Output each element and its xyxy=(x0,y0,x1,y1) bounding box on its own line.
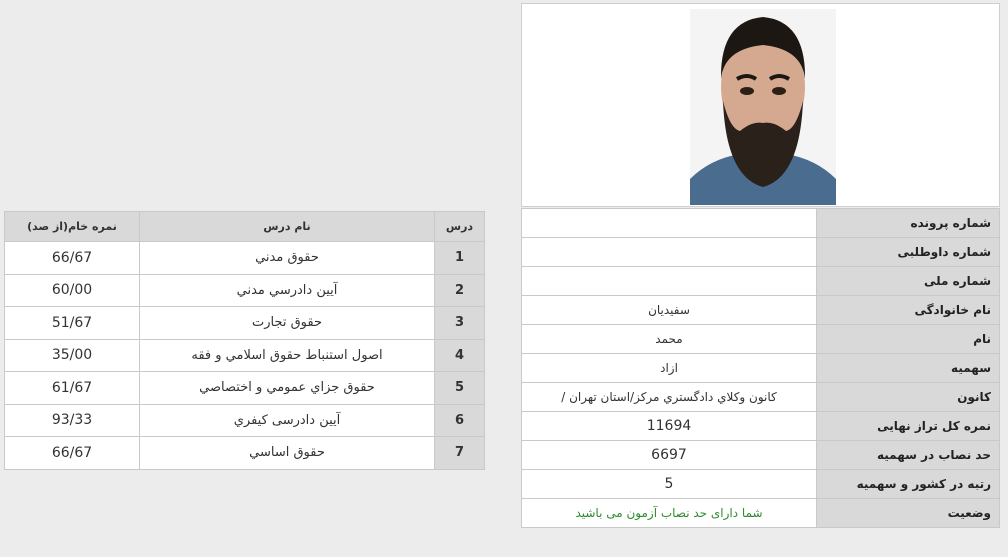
course-name: حقوق جزاي عمومي و اختصاصي xyxy=(140,372,435,405)
info-label: شماره ملی xyxy=(817,267,1000,296)
course-index: 2 xyxy=(435,274,485,307)
course-name: آيين دادرسي مدني xyxy=(140,274,435,307)
table-row xyxy=(5,372,485,405)
course-index: 5 xyxy=(435,372,485,405)
course-score: 60/00 xyxy=(5,274,140,307)
course-score: 66/67 xyxy=(5,242,140,275)
info-row xyxy=(522,354,1000,383)
info-value xyxy=(522,209,817,238)
info-value-bar-association: کانون وکلاي دادگستري مرکز/استان تهران / xyxy=(522,383,817,412)
table-row xyxy=(5,404,485,437)
info-row xyxy=(522,383,1000,412)
info-row xyxy=(522,412,1000,441)
table-row xyxy=(5,437,485,470)
info-row xyxy=(522,325,1000,354)
photo-panel xyxy=(521,3,1000,207)
course-name: آيين دادرسی کيفري xyxy=(140,404,435,437)
course-index: 3 xyxy=(435,307,485,340)
course-index: 1 xyxy=(435,242,485,275)
info-value-quota: ازاد xyxy=(522,354,817,383)
course-score: 66/67 xyxy=(5,437,140,470)
course-index: 4 xyxy=(435,339,485,372)
table-row xyxy=(5,307,485,340)
info-label: نام خانوادگی xyxy=(817,296,1000,325)
table-row xyxy=(5,274,485,307)
info-value-rank: 5 xyxy=(522,470,817,499)
header-index: درس xyxy=(435,212,485,242)
course-name: اصول استنباط حقوق اسلامي و فقه xyxy=(140,339,435,372)
course-score: 93/33 xyxy=(5,404,140,437)
info-value xyxy=(522,267,817,296)
info-row xyxy=(522,441,1000,470)
info-label: نمره کل تراز نهایی xyxy=(817,412,1000,441)
person-portrait-icon xyxy=(690,9,836,205)
status-message: شما دارای حد نصاب آزمون می باشید xyxy=(522,499,817,528)
info-row xyxy=(522,209,1000,238)
header-raw-score: نمره خام(از صد) xyxy=(5,212,140,242)
course-score: 35/00 xyxy=(5,339,140,372)
course-score: 61/67 xyxy=(5,372,140,405)
info-label: شماره داوطلبی xyxy=(817,238,1000,267)
info-row xyxy=(522,238,1000,267)
info-label: حد نصاب در سهمیه xyxy=(817,441,1000,470)
info-value-threshold: 6697 xyxy=(522,441,817,470)
info-value-lastname: سفيديان xyxy=(522,296,817,325)
candidate-photo xyxy=(690,9,836,205)
course-name: حقوق مدني xyxy=(140,242,435,275)
info-value-firstname: محمد xyxy=(522,325,817,354)
info-row xyxy=(522,499,1000,528)
table-row xyxy=(5,339,485,372)
info-row xyxy=(522,267,1000,296)
table-row xyxy=(5,242,485,275)
info-label: سهميه xyxy=(817,354,1000,383)
course-index: 6 xyxy=(435,404,485,437)
candidate-info-table xyxy=(521,208,1000,528)
course-name: حقوق اساسي xyxy=(140,437,435,470)
course-score: 51/67 xyxy=(5,307,140,340)
info-value xyxy=(522,238,817,267)
info-row xyxy=(522,470,1000,499)
info-label: نام xyxy=(817,325,1000,354)
course-index: 7 xyxy=(435,437,485,470)
info-label: رتبه در کشور و سهمیه xyxy=(817,470,1000,499)
course-name: حقوق تجارت xyxy=(140,307,435,340)
info-label: کانون xyxy=(817,383,1000,412)
info-row xyxy=(522,296,1000,325)
header-course-name: نام درس xyxy=(140,212,435,242)
info-value-total-score: 11694 xyxy=(522,412,817,441)
grades-header-row xyxy=(5,212,485,242)
info-label: شماره پرونده xyxy=(817,209,1000,238)
grades-table xyxy=(4,211,485,470)
info-label: وضعیت xyxy=(817,499,1000,528)
